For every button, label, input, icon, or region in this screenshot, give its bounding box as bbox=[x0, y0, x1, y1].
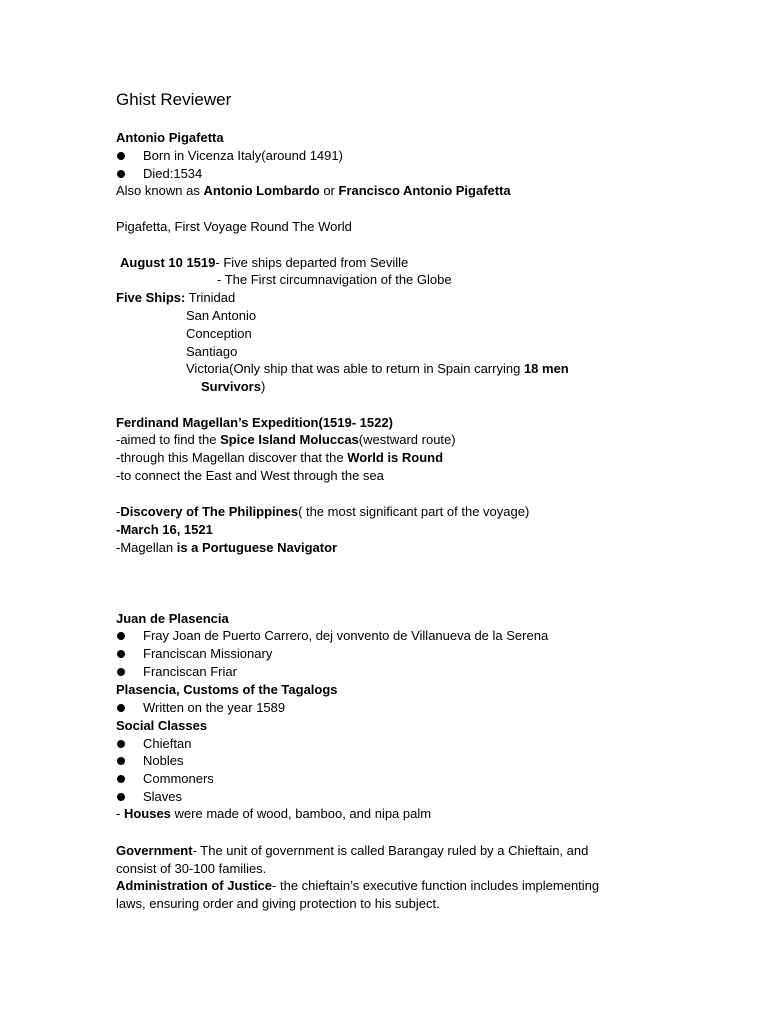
section-heading-plasencia: Juan de Plasencia bbox=[116, 611, 229, 626]
bullet-item: Died:1534 bbox=[143, 166, 203, 181]
justice-line: Administration of Justice- the chieftain’s executive function includes implementing bbox=[116, 878, 600, 893]
bullet-item: Franciscan Friar bbox=[143, 664, 237, 679]
bullet-icon bbox=[117, 170, 125, 178]
bullet-icon bbox=[117, 775, 125, 783]
section-heading-magellan: Ferdinand Magellan’s Expedition(1519- 1522) bbox=[116, 415, 393, 430]
ships-line: Five Ships: Trinidad bbox=[116, 290, 236, 305]
bullet-item: Nobles bbox=[143, 753, 184, 768]
bullet-icon bbox=[117, 757, 125, 765]
magellan-line: -aimed to find the Spice Island Moluccas(westward route) bbox=[116, 432, 456, 447]
houses-line: - Houses were made of wood, bamboo, and nipa palm bbox=[116, 806, 432, 821]
aka-line: Also known as Antonio Lombardo or Francisco Antonio Pigafetta bbox=[116, 183, 511, 198]
magellan-line: -Discovery of The Philippines( the most significant part of the voyage) bbox=[116, 504, 530, 519]
ship-item: Conception bbox=[186, 326, 252, 341]
magellan-line: -through this Magellan discover that the World is Round bbox=[116, 450, 444, 465]
subheading-social-classes: Social Classes bbox=[116, 718, 208, 733]
page-title: Ghist Reviewer bbox=[116, 90, 232, 109]
bullet-icon bbox=[117, 632, 125, 640]
magellan-line: -to connect the East and West through the sea bbox=[116, 468, 384, 483]
bullet-icon bbox=[117, 650, 125, 658]
voyage-date-line: August 10 1519- Five ships departed from Seville bbox=[120, 255, 409, 270]
section-heading-pigafetta: Antonio Pigafetta bbox=[116, 130, 224, 145]
government-line: Government- The unit of government is called Barangay ruled by a Chieftain, and bbox=[116, 843, 589, 858]
bullet-icon bbox=[117, 152, 125, 160]
ship-item-victoria: Victoria(Only ship that was able to return in Spain carrying 18 men bbox=[186, 361, 569, 376]
bullet-item: Written on the year 1589 bbox=[143, 700, 286, 715]
bullet-icon bbox=[117, 740, 125, 748]
magellan-line: -March 16, 1521 bbox=[116, 522, 213, 537]
bullet-icon bbox=[117, 668, 125, 676]
bullet-item: Fray Joan de Puerto Carrero, dej vonvento de Villanueva de la Serena bbox=[143, 628, 549, 643]
bullet-item: Born in Vicenza Italy(around 1491) bbox=[143, 148, 343, 163]
book-title-line: Pigafetta, First Voyage Round The World bbox=[116, 219, 352, 234]
justice-line-cont: laws, ensuring order and giving protection to his subject. bbox=[116, 896, 440, 911]
bullet-item: Slaves bbox=[143, 789, 183, 804]
bullet-item: Chieftan bbox=[143, 736, 192, 751]
magellan-line: -Magellan is a Portuguese Navigator bbox=[116, 540, 338, 555]
ship-item: Santiago bbox=[186, 344, 238, 359]
voyage-line: - The First circumnavigation of the Globe bbox=[217, 272, 452, 287]
bullet-item: Commoners bbox=[143, 771, 214, 786]
ship-item: San Antonio bbox=[186, 308, 257, 323]
ship-item-victoria-cont: Survivors) bbox=[201, 379, 266, 394]
government-line-cont: consist of 30-100 families. bbox=[116, 861, 267, 876]
bullet-item: Franciscan Missionary bbox=[143, 646, 273, 661]
bullet-icon bbox=[117, 793, 125, 801]
bullet-icon bbox=[117, 704, 125, 712]
subheading-customs: Plasencia, Customs of the Tagalogs bbox=[116, 682, 338, 697]
